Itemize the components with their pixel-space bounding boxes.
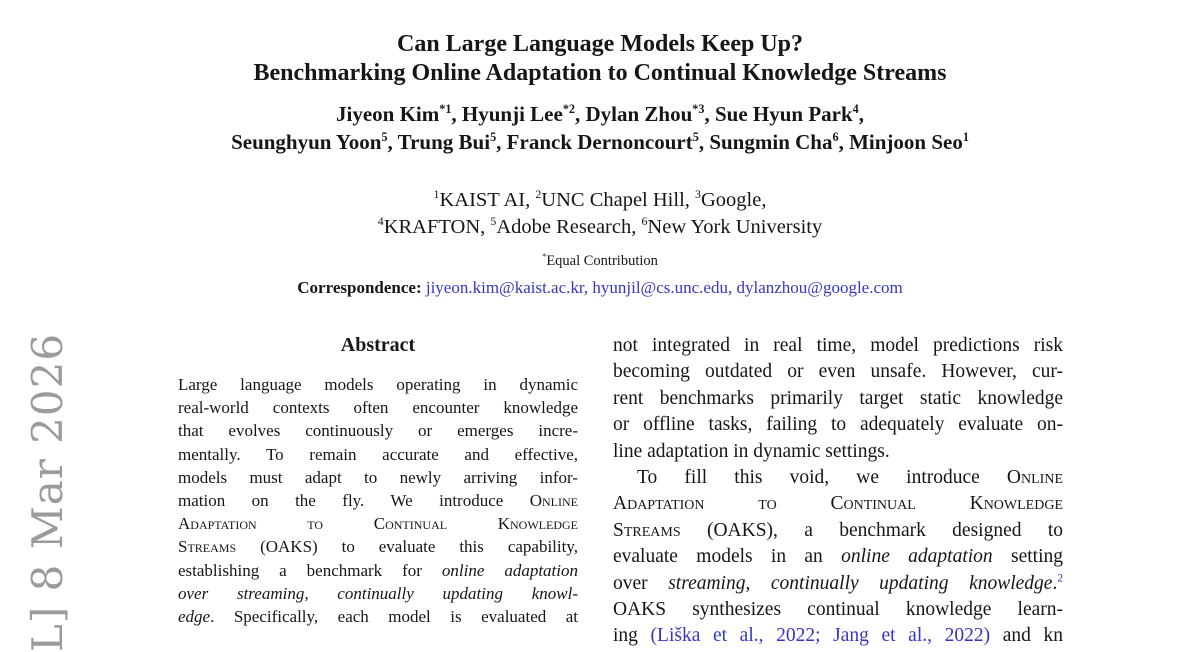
paper-title-line1: Can Large Language Models Keep Up? <box>396 31 803 57</box>
text-line <box>613 518 1063 544</box>
body-column-right <box>613 333 1063 650</box>
text-run: becoming outdated or even unsafe. However, cur- <box>613 361 1063 383</box>
text-line <box>613 439 1063 465</box>
text-line <box>613 571 1063 597</box>
text-run: Online <box>1006 467 1063 489</box>
author-name: , Sue Hyun Park <box>704 102 853 126</box>
text-run: 6 <box>641 214 648 229</box>
text-line <box>178 559 578 582</box>
author-name: Seunghyun Yoon <box>231 130 382 154</box>
correspondence-label: Correspondence: <box>297 278 426 297</box>
text-run: not integrated in real time, model predictions risk <box>613 335 1063 356</box>
email-link[interactable]: jiyeon.kim@kaist.ac.kr <box>425 278 584 297</box>
text-run: * <box>542 252 547 262</box>
author-name: , Sungmin Cha <box>698 130 833 154</box>
text-run[interactable]: , <box>727 278 737 297</box>
text-run: *2 <box>562 102 575 116</box>
text-run: line adaptation in dynamic settings. <box>613 440 890 462</box>
text-run: 4 <box>852 102 859 116</box>
footnote-ref[interactable]: 2 <box>1057 572 1063 585</box>
text-run: online adaptation <box>441 560 578 580</box>
text-run: , <box>858 102 865 126</box>
text-run: OAKS synthesizes continual knowledge learn- <box>613 599 1063 621</box>
text-line <box>613 465 1063 491</box>
text-run: 3 <box>695 187 701 202</box>
text-run: 1 <box>962 130 969 144</box>
abstract-heading: Abstract <box>340 334 416 356</box>
text-line <box>178 605 578 628</box>
text-line <box>178 443 578 466</box>
text-run: 4 <box>377 214 384 229</box>
text-run: models must adapt to newly arriving infor- <box>178 467 578 487</box>
text-run: Adaptation to Continual Knowledge <box>613 493 1063 515</box>
text-run: ing <box>613 625 651 647</box>
text-run: establishing a benchmark for <box>178 560 442 580</box>
text-line <box>613 623 1063 649</box>
text-run[interactable]: , <box>583 278 593 297</box>
affiliation: KRAFTON, <box>383 216 491 238</box>
email-link[interactable]: dylanzhou@google.com <box>736 278 903 297</box>
text-line <box>613 597 1063 623</box>
text-line <box>613 544 1063 570</box>
affiliation: New York University <box>647 216 823 238</box>
text-run: mentally. To remain accurate and effective, <box>178 444 578 464</box>
text-run: Streams <box>613 519 681 541</box>
text-line <box>178 489 578 512</box>
text-run: Adaptation to Continual Knowledge <box>178 514 578 534</box>
author-name: , Minjoon Seo <box>838 130 963 154</box>
text-run: To fill this void, we introduce <box>637 467 1007 489</box>
author-name: , Hyunji Lee <box>451 102 563 126</box>
text-run: mation on the fly. We introduce <box>178 491 530 511</box>
text-line <box>613 333 1063 359</box>
equal-contribution-note <box>0 253 1200 270</box>
text-run: and kn <box>990 625 1064 647</box>
text-line <box>178 582 578 605</box>
affiliations-line2 <box>0 215 1200 240</box>
text-run: Streams <box>178 537 237 557</box>
author-name: , Dylan Zhou <box>575 102 693 126</box>
text-run: 5 <box>490 214 497 229</box>
text-line <box>178 512 578 535</box>
affiliation: KAIST AI, <box>439 189 536 211</box>
affiliation: Adobe Research, <box>496 216 642 238</box>
authors-line2 <box>0 129 1200 155</box>
text-line <box>178 419 578 442</box>
text-run: (OAKS) to evaluate this capability, <box>236 537 578 557</box>
text-run: Large language models operating in dynamic <box>178 375 578 394</box>
correspondence-line <box>0 278 1200 298</box>
text-run: *3 <box>692 102 705 116</box>
affiliation: Google, <box>700 189 767 211</box>
text-run: over <box>613 572 669 594</box>
text-run: *1 <box>439 102 452 116</box>
text-run: . <box>1052 572 1058 594</box>
text-run: 2 <box>535 187 542 202</box>
text-run: rent benchmarks primarily target static knowledge <box>613 387 1063 409</box>
text-run: that evolves continuously or emerges incre- <box>178 421 578 441</box>
text-line <box>178 396 578 419</box>
text-line <box>178 535 578 558</box>
affiliation: UNC Chapel Hill, <box>541 189 696 211</box>
text-line <box>613 386 1063 412</box>
text-run: Equal Contribution <box>546 253 658 269</box>
text-run: 5 <box>490 130 497 144</box>
author-name: , Franck Dernoncourt <box>496 130 693 154</box>
text-run: or offline tasks, failing to adequately evaluate on- <box>613 414 1063 436</box>
email-link[interactable]: hyunjil@cs.unc.edu <box>592 278 728 297</box>
affiliations-line1 <box>0 188 1200 213</box>
paper-title-line2: Benchmarking Online Adaptation to Continual Knowledge Streams <box>253 60 947 86</box>
abstract-body <box>178 373 578 628</box>
text-run: 5 <box>381 130 388 144</box>
author-name: Jiyeon Kim <box>335 102 440 126</box>
text-run: online adaptation <box>841 546 993 568</box>
text-run: edge <box>178 607 211 627</box>
text-line <box>613 359 1063 385</box>
text-run: . Specifically, each model is evaluated at <box>210 607 578 627</box>
text-line <box>178 373 578 396</box>
text-run: 5 <box>692 130 699 144</box>
text-line <box>178 466 578 489</box>
text-run: 1 <box>433 187 440 202</box>
authors-line1 <box>0 101 1200 127</box>
text-run: real-world contexts often encounter knowledge <box>178 398 578 418</box>
text-run: streaming, continually updating knowledge <box>668 572 1053 594</box>
arxiv-watermark: L] 8 Mar 2026 <box>23 332 72 652</box>
author-name: , Trung Bui <box>387 130 491 154</box>
text-run: Online <box>529 491 578 511</box>
text-run: setting <box>992 546 1063 568</box>
text-line <box>613 491 1063 517</box>
text-line <box>613 412 1063 438</box>
text-run: 6 <box>832 130 839 144</box>
text-run: evaluate models in an <box>613 546 842 568</box>
citation-link[interactable]: (Liška et al., 2022; Jang et al., 2022) <box>650 625 991 647</box>
text-run: over streaming, continually updating knowl- <box>178 583 578 603</box>
text-run: (OAKS), a benchmark designed to <box>680 519 1063 541</box>
